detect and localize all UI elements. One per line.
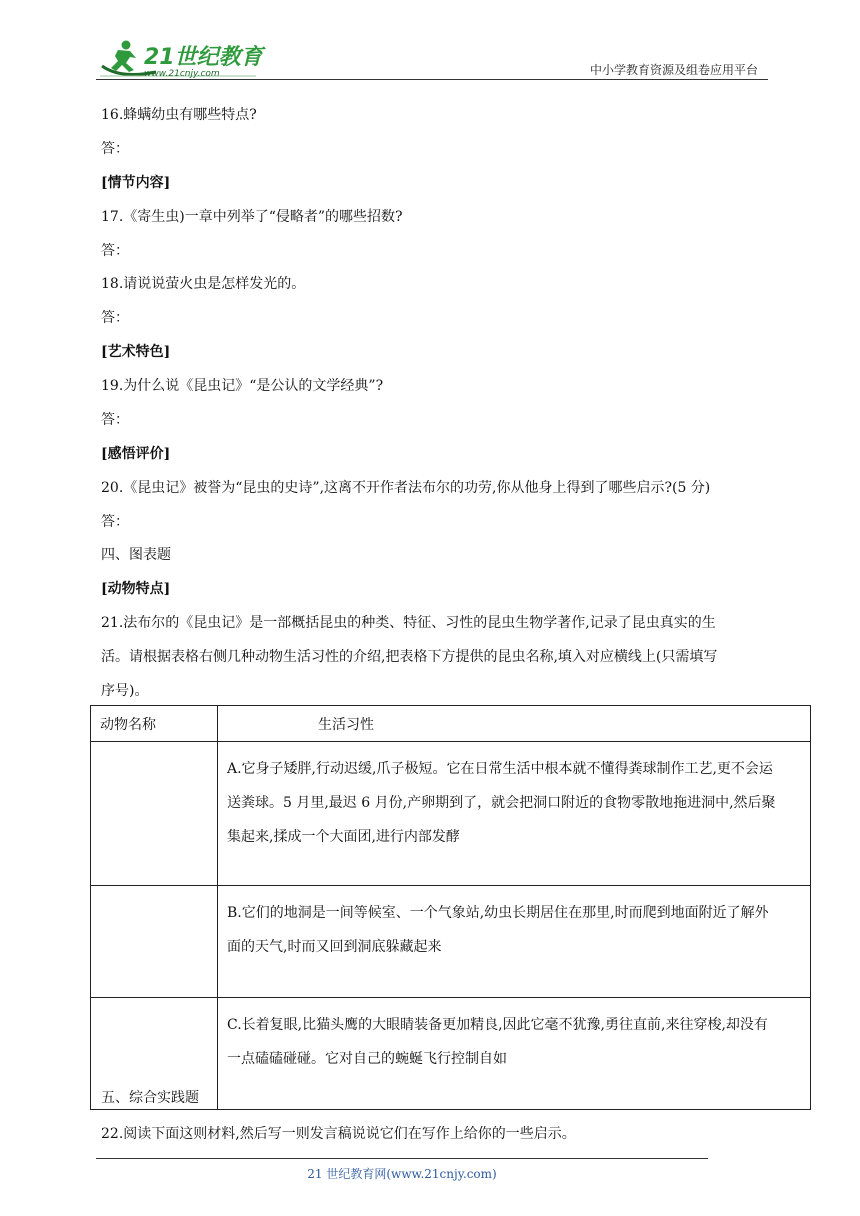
section-art: [艺术特色] (101, 344, 171, 360)
table-header-row (91, 706, 811, 742)
habit-description (218, 998, 811, 1110)
section-review: [感悟评价] (101, 446, 171, 462)
habit-description (218, 886, 811, 998)
question-22: 22.阅读下面这则材料,然后写一则发言稿说说它们在写作上给你的一些启示。 (101, 1126, 576, 1142)
question-21-line-1: 21.法布尔的《昆虫记》是一部概括昆虫的种类、特征、习性的昆虫生物学著作,记录了昆虫真实的生 (101, 615, 716, 631)
animal-name-blank[interactable] (91, 742, 218, 886)
answer-20-label: 答： (101, 514, 129, 530)
footer-link[interactable]: 21 世纪教育网(www.21cnjy.com) (307, 1167, 497, 1181)
runner-logo-icon (96, 36, 296, 82)
table-row (91, 742, 811, 886)
part-5-heading: 五、综合实践题 (101, 1090, 199, 1106)
site-logo[interactable] (96, 36, 296, 82)
question-18: 18.请说说萤火虫是怎样发光的。 (101, 276, 306, 292)
answer-17-label: 答： (101, 243, 129, 259)
section-animal: [动物特点] (101, 581, 171, 597)
habit-line: 一点磕磕碰碰。它对自己的蜿蜒飞行控制自如 (227, 1051, 507, 1067)
animal-habits-table (90, 705, 811, 1110)
section-plot: [情节内容] (101, 175, 171, 191)
habit-line: B.它们的地洞是一间等候室、一个气象站,幼虫长期居住在那里,时而爬到地面附近了解外 (227, 905, 769, 921)
question-16: 16.蜂螨幼虫有哪些特点? (101, 107, 257, 123)
logo-text: 21世纪教育 (144, 45, 263, 70)
animal-name-blank[interactable] (91, 886, 218, 998)
habit-description (218, 742, 811, 886)
answer-18-label: 答： (101, 310, 129, 326)
answer-19-label: 答： (101, 412, 129, 428)
habit-line: 集起来,揉成一个大面团,进行内部发酵 (227, 829, 460, 845)
header-tagline: 中小学教育资源及组卷应用平台 (589, 63, 758, 77)
question-20: 20.《昆虫记》被誉为“昆虫的史诗”,这离不开作者法布尔的功劳,你从他身上得到了哪些启示?(5 分) (101, 480, 711, 496)
habit-line: 送粪球。5 月里,最迟 6 月份,产卵期到了，就会把洞口附近的食物零散地拖进洞中,然后聚 (227, 795, 776, 811)
habit-line: A.它身子矮胖,行动迟缓,爪子极短。它在日常生活中根本就不懂得粪球制作工艺,更不会运 (227, 761, 773, 777)
habit-line: 面的天气,时而又回到洞底躲藏起来 (227, 939, 442, 955)
footer-divider (96, 1158, 708, 1159)
table-row (91, 886, 811, 998)
question-21-line-2: 活。请根据表格右侧几种动物生活习性的介绍,把表格下方提供的昆虫名称,填入对应横线上(只需填写 (101, 649, 718, 665)
logo-url: www.21cnjy.com (144, 69, 220, 79)
question-21-line-3: 序号)。 (101, 683, 149, 699)
header-habit: 生活习性 (218, 706, 811, 742)
answer-16-label: 答： (101, 141, 129, 157)
question-19: 19.为什么说《昆虫记》“是公认的文学经典”? (101, 378, 384, 394)
page-header (96, 30, 768, 82)
header-animal-name: 动物名称 (91, 706, 218, 742)
part-4-heading: 四、图表题 (101, 547, 171, 563)
question-17: 17.《寄生虫)一章中列举了“侵略者”的哪些招数? (101, 209, 403, 225)
habit-line: C.长着复眼,比猫头鹰的大眼睛装备更加精良,因此它毫不犹豫,勇往直前,来往穿梭,却没有 (227, 1017, 768, 1033)
header-divider (96, 79, 768, 80)
